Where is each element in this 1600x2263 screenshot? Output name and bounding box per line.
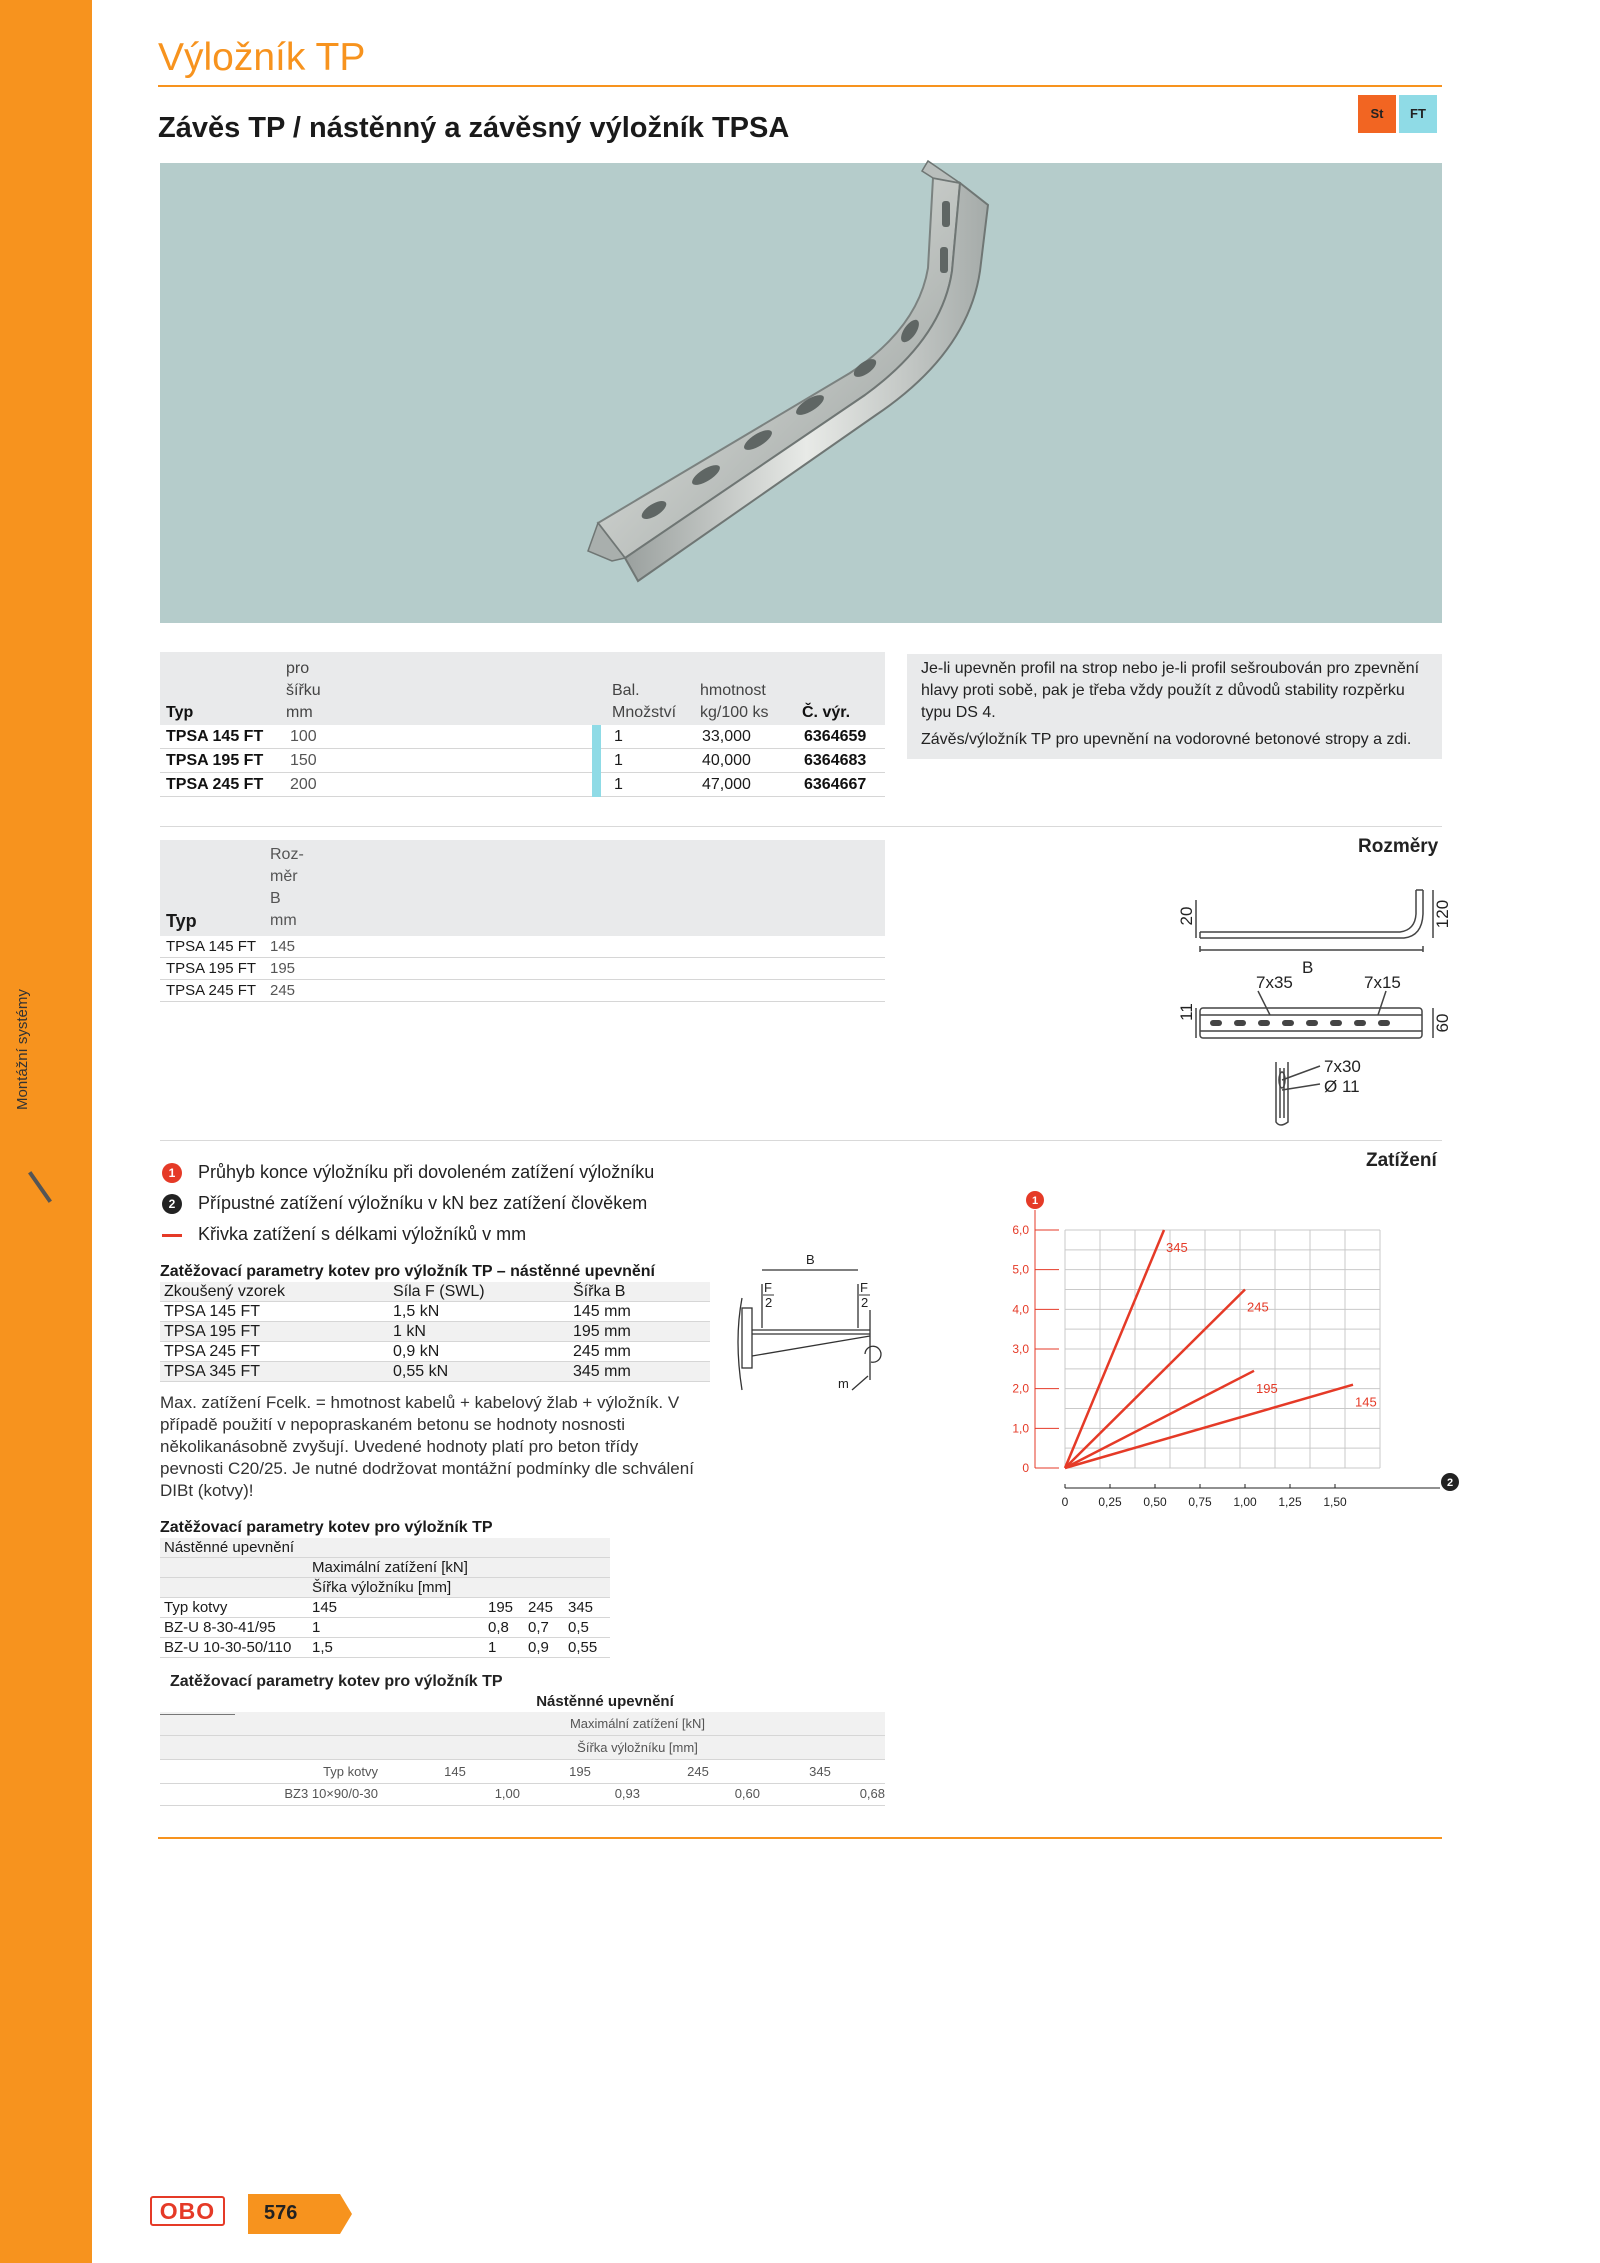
legend-text: Přípustné zatížení výložníku v kN bez zatížení člověkem — [198, 1193, 648, 1213]
x-tick-label: 0 — [1061, 1495, 1069, 1509]
anchor-table-1 — [160, 1518, 610, 1658]
cell-cvyr: 6364683 — [804, 752, 867, 769]
cell: 1 kN — [393, 1323, 426, 1340]
cell: 0,9 kN — [393, 1343, 440, 1360]
description-text-2: Závěs/výložník TP pro upevnění na vodorovné betonové stropy a zdi. — [921, 731, 1412, 748]
header-cell: Nástěnné upevnění — [536, 1693, 674, 1710]
x-tick-label: 0,25 — [1098, 1495, 1122, 1509]
table-row — [160, 1784, 885, 1806]
cell-mnozstvi: 1 — [614, 776, 623, 793]
table-header-row — [160, 1538, 610, 1558]
header-cell: Šířka B — [573, 1283, 626, 1300]
table-header-row — [160, 1558, 610, 1578]
cell-typ: TPSA 195 FT — [166, 960, 257, 977]
legend-text: Křivka zatížení s délkami výložníků v mm — [198, 1224, 527, 1244]
dimension-drawing — [1150, 870, 1450, 1145]
header-cell: 345 — [568, 1599, 594, 1616]
chart-legend — [160, 1158, 654, 1251]
header-typ: Typ — [166, 911, 197, 931]
cell: 345 mm — [573, 1363, 631, 1380]
divider — [160, 1140, 1442, 1141]
header-hmotnost-2: kg/100 ks — [700, 704, 769, 721]
y-tick-label: 6,0 — [1012, 1223, 1029, 1237]
series-line-195 — [1065, 1371, 1254, 1468]
page-number: 576 — [264, 2202, 298, 2224]
table-row — [160, 1638, 610, 1658]
y-axis-marker-label: 1 — [1031, 1195, 1039, 1207]
table-row — [160, 958, 885, 980]
logo-text: OBO — [159, 2198, 216, 2224]
dimensions-title: Rozměry — [1358, 836, 1439, 857]
header-cell: Síla F (SWL) — [393, 1283, 485, 1300]
cell-sirka: 100 — [290, 728, 317, 745]
table-row — [160, 1362, 710, 1382]
cell-typ: TPSA 195 FT — [166, 752, 264, 769]
table-header-row — [160, 1760, 885, 1784]
slot-7x15-label: 7x15 — [1364, 973, 1401, 992]
table-row — [160, 980, 885, 1002]
force-b-label: B — [806, 1252, 815, 1267]
cell-b: 145 — [270, 938, 296, 955]
cell: 195 mm — [573, 1323, 631, 1340]
table-row — [160, 749, 885, 773]
cell: 0,55 kN — [393, 1363, 449, 1380]
header-roz: Roz- — [270, 846, 304, 863]
header-bal-2: Množství — [612, 704, 677, 721]
header-sirka-1: pro — [286, 660, 310, 677]
series-label-195: 195 — [1256, 1380, 1278, 1396]
header-cell: Šířka výložníku [mm] — [577, 1740, 698, 1755]
header-sirka-3: mm — [286, 704, 313, 721]
cell: 0,8 — [488, 1619, 509, 1636]
force-diagram — [720, 1250, 890, 1400]
x-tick-label: 1,25 — [1278, 1495, 1302, 1509]
header-cell: 245 — [687, 1764, 709, 1779]
dimension-table-header — [160, 840, 885, 936]
header-hmotnost-1: hmotnost — [700, 682, 766, 699]
header-cell: 195 — [488, 1599, 514, 1616]
cell-typ: TPSA 245 FT — [166, 776, 264, 793]
header-cell: 245 — [528, 1599, 554, 1616]
cell: 1,5 kN — [393, 1303, 440, 1320]
cell: 1 — [488, 1639, 497, 1656]
sidebar-label: Montážní systémy — [14, 989, 31, 1110]
x-tick-label: 0,50 — [1143, 1495, 1167, 1509]
product-table — [160, 652, 885, 797]
legend-text: Průhyb konce výložníku při dovoleném zatížení výložníku — [198, 1162, 655, 1182]
header-cvyr: Č. výr. — [802, 704, 851, 721]
cell: TPSA 345 FT — [164, 1363, 261, 1380]
divider — [160, 826, 1442, 827]
table-header-row — [160, 1598, 610, 1618]
cell-b: 245 — [270, 982, 296, 999]
anchor-table-1-title: Zatěžovací parametry kotev pro výložník TP — [160, 1519, 493, 1536]
table-header-row — [160, 1282, 710, 1302]
series-label-145: 145 — [1355, 1394, 1377, 1410]
x-tick-label: 0,75 — [1188, 1495, 1212, 1509]
cell: 0,60 — [734, 1786, 760, 1801]
cell: 0,9 — [528, 1639, 549, 1656]
product-photo — [160, 163, 1442, 623]
legend-item — [160, 1220, 654, 1251]
cell: 0,55 — [568, 1639, 598, 1656]
description-text-1: Je-li upevněn profil na strop nebo je-li profil sešroubován pro zpevnění hlavy proti sobě, pak je třeba vždy použít z důvodů stability rozpěrku typu DS 4. — [921, 660, 1420, 721]
table-row — [160, 1322, 710, 1342]
header-cell: Zkoušený vzorek — [164, 1283, 285, 1300]
table-row — [160, 936, 885, 958]
header-mm: mm — [270, 912, 297, 929]
cell-cvyr: 6364667 — [804, 776, 867, 793]
page-number-tab — [248, 2194, 352, 2234]
slot-7x35-label: 7x35 — [1256, 973, 1293, 992]
note-text: Max. zatížení Fcelk. = hmotnost kabelů + kabelový žlab + výložník. V případě použití v nepopraskaném betonu se hodnoty nosnosti několikanásobně zvyšují. Uvedené hodnoty platí pro beton třídy pevnosti C20/25. Je nutné dodržovat montážní podmínky dle schválení DIBt (kotvy)! — [160, 1393, 694, 1500]
table-header-row — [160, 1578, 610, 1598]
table-header-row — [160, 1712, 885, 1736]
y-tick-label: 2,0 — [1012, 1381, 1029, 1396]
series-label-345: 345 — [1166, 1240, 1188, 1255]
cell: BZ-U 8-30-41/95 — [164, 1619, 276, 1636]
test-table — [160, 1262, 710, 1382]
cell: 245 mm — [573, 1343, 631, 1360]
cell-b: 195 — [270, 960, 296, 977]
cell-typ: TPSA 245 FT — [166, 982, 257, 999]
dim-20-label: 20 — [1177, 906, 1196, 926]
description-box — [907, 654, 1442, 759]
cell: 1,00 — [494, 1786, 520, 1801]
header-typ: Typ — [166, 704, 194, 721]
marker-2-icon: 2 — [162, 1194, 182, 1214]
marker-1-icon: 1 — [162, 1163, 182, 1183]
obo-logo — [150, 2196, 225, 2226]
dim-60-label: 60 — [1433, 1013, 1452, 1033]
cell-mnozstvi: 1 — [614, 752, 623, 769]
header-cell: 345 — [809, 1764, 831, 1779]
y-tick-label: 1,0 — [1012, 1421, 1029, 1436]
force-f-left-label: F — [764, 1280, 772, 1295]
table-row — [160, 1342, 710, 1362]
cell-sirka: 200 — [290, 776, 317, 793]
cell-mnozstvi: 1 — [614, 728, 623, 745]
cell: TPSA 245 FT — [164, 1343, 261, 1360]
cell-typ: TPSA 145 FT — [166, 938, 257, 955]
cell: TPSA 145 FT — [164, 1303, 261, 1320]
page-title: Výložník TP — [158, 36, 366, 79]
cell-cvyr: 6364659 — [804, 728, 867, 745]
page-subtitle: Závěs TP / nástěnný a závěsný výložník TPSA — [158, 112, 790, 144]
x-axis-marker-label: 2 — [1446, 1477, 1454, 1489]
dim-11-label: 11 — [1177, 1003, 1196, 1021]
slot-7x30-label: 7x30 — [1324, 1057, 1361, 1076]
cell: TPSA 195 FT — [164, 1323, 261, 1340]
cell: 1,5 — [312, 1639, 333, 1656]
cell: 145 mm — [573, 1303, 631, 1320]
y-tick-label: 4,0 — [1012, 1302, 1029, 1317]
anchor-table-2 — [160, 1672, 885, 1806]
anchor-table-2-title: Zatěžovací parametry kotev pro výložník TP — [170, 1673, 503, 1690]
force-m-label: m — [838, 1376, 849, 1391]
load-chart — [990, 1180, 1454, 1525]
force-half-right-label: 2 — [861, 1295, 869, 1310]
force-f-right-label: F — [860, 1280, 868, 1295]
cell-typ: TPSA 145 FT — [166, 728, 264, 745]
table-header-row — [160, 1692, 885, 1712]
cell: 0,5 — [568, 1619, 589, 1636]
legend-item — [160, 1158, 654, 1189]
table-row — [160, 1618, 610, 1638]
cell-sirka: 150 — [290, 752, 317, 769]
header-cell: 145 — [444, 1764, 466, 1779]
header-cell: Maximální zatížení [kN] — [569, 1716, 706, 1731]
cell-hmotnost: 47,000 — [702, 776, 751, 793]
x-tick-label: 1,00 — [1233, 1495, 1257, 1509]
header-rule — [158, 85, 1442, 87]
material-badge-st: St — [1358, 95, 1396, 133]
cell: 0,93 — [614, 1786, 640, 1801]
header-mer: měr — [270, 868, 298, 885]
legend-item — [160, 1189, 654, 1220]
header-cell: Nástěnné upevnění — [164, 1539, 295, 1556]
test-table-title: Zatěžovací parametry kotev pro výložník TP – nástěnné upevnění — [160, 1263, 655, 1280]
load-title: Zatížení — [1366, 1150, 1437, 1171]
header-cell: Typ kotvy — [164, 1599, 228, 1616]
cell: BZ3 10×90/0-30 — [284, 1786, 378, 1801]
cell: BZ-U 10-30-50/110 — [164, 1639, 292, 1656]
table-header-row — [160, 1736, 885, 1760]
force-half-left-label: 2 — [765, 1295, 773, 1310]
table-row — [160, 1302, 710, 1322]
y-tick-label: 3,0 — [1012, 1342, 1029, 1356]
header-cell: Šířka výložníku [mm] — [312, 1579, 452, 1596]
y-tick-label: 0 — [1022, 1461, 1029, 1475]
footer-rule — [158, 1837, 1442, 1839]
red-line-icon — [162, 1234, 182, 1237]
series-label-245: 245 — [1247, 1299, 1269, 1315]
header-cell: 145 — [312, 1599, 338, 1616]
header-divider — [160, 1714, 235, 1715]
table-row — [160, 725, 885, 749]
header-cell: Typ kotvy — [323, 1764, 378, 1779]
dim-120-label: 120 — [1433, 899, 1452, 929]
cyan-indicator-bar — [592, 725, 601, 797]
table-row — [160, 773, 885, 797]
cell: 0,68 — [859, 1786, 885, 1801]
dim-b-label: B — [1302, 958, 1314, 977]
cell-hmotnost: 40,000 — [702, 752, 751, 769]
header-bal-1: Bal. — [612, 682, 640, 699]
cell: 0,7 — [528, 1619, 549, 1636]
header-cell: Maximální zatížení [kN] — [312, 1559, 468, 1576]
hole-11-label: Ø 11 — [1324, 1077, 1360, 1096]
x-tick-label: 1,50 — [1323, 1495, 1347, 1509]
cell: 1 — [312, 1619, 321, 1636]
material-badge-ft: FT — [1399, 95, 1437, 133]
sidebar — [0, 0, 92, 2263]
header-b: B — [270, 890, 281, 907]
y-tick-label: 5,0 — [1012, 1262, 1029, 1277]
cell-hmotnost: 33,000 — [702, 728, 751, 745]
header-sirka-2: šířku — [286, 682, 321, 699]
product-table-header — [160, 652, 885, 725]
dimension-table — [160, 840, 885, 1002]
header-cell: 195 — [569, 1764, 591, 1779]
